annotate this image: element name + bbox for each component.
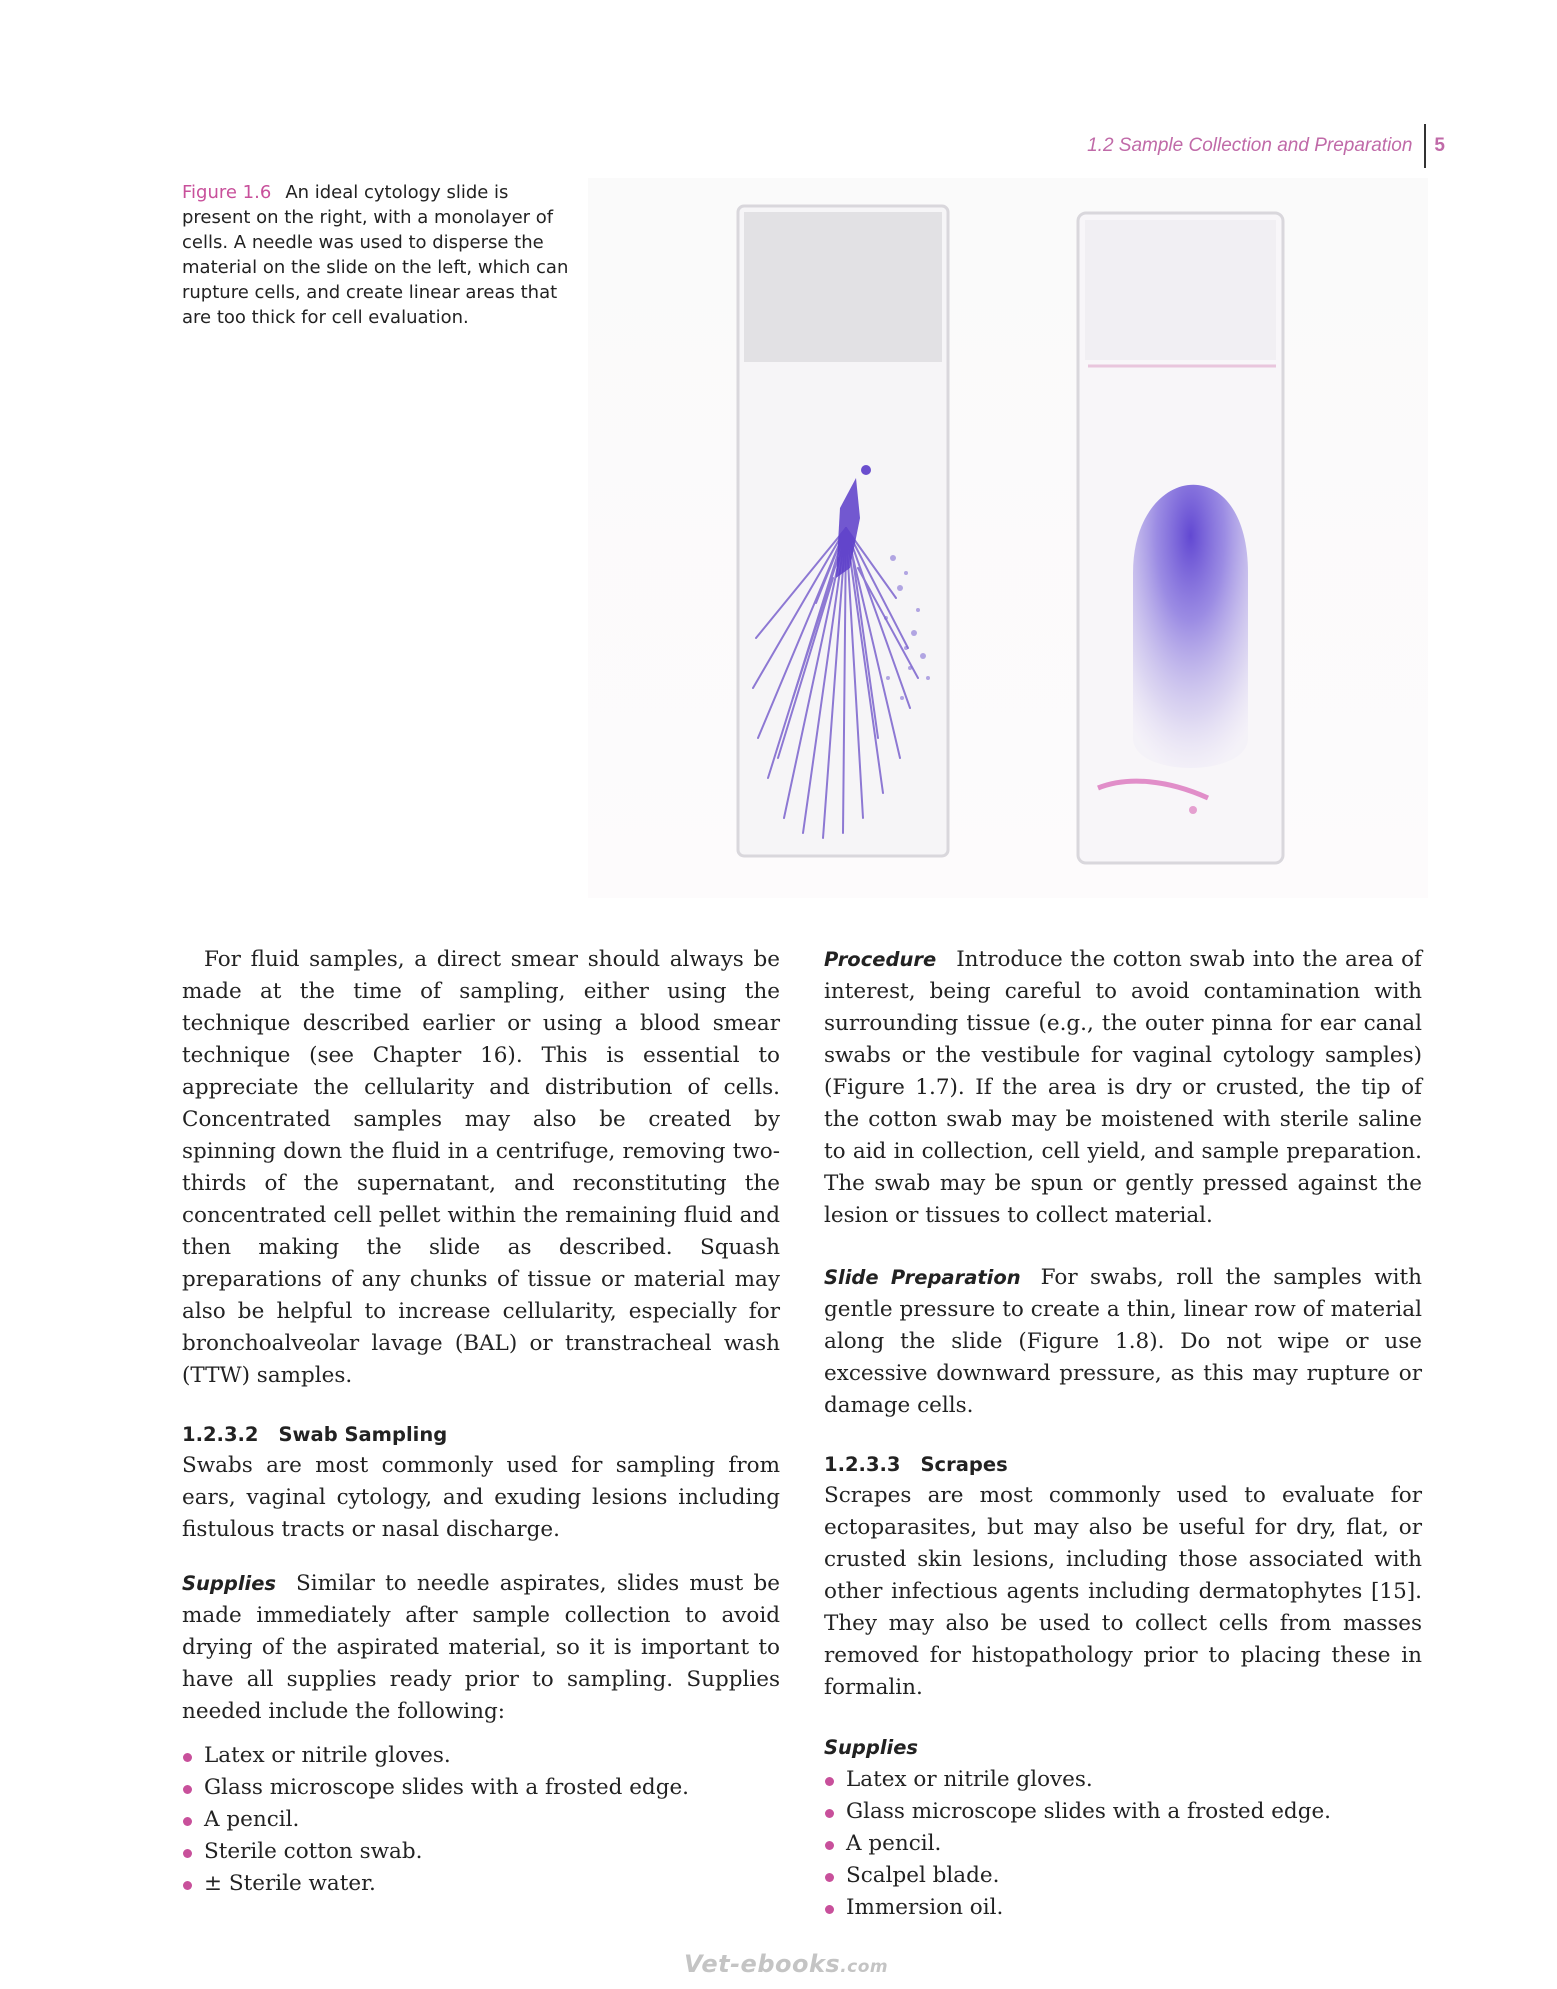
- list-item: Latex or nitrile gloves.: [182, 1740, 780, 1772]
- slide-preparation-paragraph: [824, 1262, 1422, 1422]
- list-item: Glass microscope slides with a frosted edge.: [824, 1796, 1422, 1828]
- right-slide: [1078, 213, 1283, 863]
- slide-preparation-text: For swabs, roll the samples with gentle pressure to create a thin, linear row of material along the slide (Figure 1.8). Do not wipe or use excessive downward pressure, as this may rupture or damage cells.: [824, 1265, 1422, 1418]
- bullet: [183, 1785, 192, 1794]
- fluid-samples-paragraph: For fluid samples, a direct smear should always be made at the time of sampling, either using the technique described earlier or using a blood smear technique (see Chapter 16). This is essential to appreciate the cellularity and distribution of cells. Concentrated samples may also be created by spinning down the fluid in a centrifuge, removing two-thirds of the supernatant, and reconstituting the concentrated cell pellet within the remaining fluid and then making the slide as described. Squash preparations of any chunks of tissue or material may also be helpful to increase cellularity, especially for bronchoalveolar lavage (BAL) or transtracheal wash (TTW) samples.: [182, 947, 780, 1388]
- scrapes-supplies-head: Supplies: [824, 1736, 919, 1759]
- section-heading-scrapes: [824, 1450, 1422, 1480]
- bullet: [825, 1905, 834, 1914]
- scrapes-paragraph: Scrapes are most commonly used to evaluate for ectoparasites, but may also be useful for dry, flat, or crusted skin lesions, including those associated with other infectious agents including dermatophytes [15]. They may also be used to collect cells from masses removed for histopathology prior to placing these in formalin.: [824, 1483, 1422, 1700]
- bullet: [183, 1849, 192, 1858]
- monolayer-smear: [1133, 485, 1248, 768]
- bullet: [825, 1873, 834, 1882]
- list-item: Latex or nitrile gloves.: [824, 1764, 1422, 1796]
- list-item: Immersion oil.: [824, 1892, 1422, 1924]
- section-number: 1.2.3.2: [182, 1423, 259, 1446]
- bullet: [183, 1817, 192, 1826]
- supplies-run-head: Supplies: [182, 1572, 277, 1595]
- figure-photo-cytology-slides: [588, 178, 1428, 898]
- section-number: 1.2.3.3: [824, 1453, 901, 1476]
- figure-caption: [182, 180, 572, 330]
- swab-supplies-list: [182, 1740, 780, 1900]
- list-item: A pencil.: [182, 1804, 780, 1836]
- section-heading-swab-sampling: [182, 1420, 780, 1450]
- scrapes-supplies-list: [824, 1764, 1422, 1924]
- slide-preparation-run-head: Slide Preparation: [824, 1266, 1021, 1289]
- list-item: Sterile cotton swab.: [182, 1836, 780, 1868]
- bullet: [183, 1753, 192, 1762]
- running-head: [1087, 124, 1445, 168]
- swab-supplies-text: Similar to needle aspirates, slides must be made immediately after sample collection to avoid drying of the aspirated material, so it is important to have all supplies ready prior to sampling. Supplies needed include the following:: [182, 1571, 780, 1724]
- right-column: [824, 944, 1422, 1924]
- bullet: [183, 1881, 192, 1890]
- header-divider: [1424, 124, 1426, 168]
- watermark-suffix: .com: [840, 1957, 889, 1977]
- swab-supplies-paragraph: [182, 1568, 780, 1728]
- running-title: 1.2 Sample Collection and Preparation: [1087, 135, 1413, 156]
- section-title: Swab Sampling: [278, 1423, 448, 1446]
- figure-label: Figure 1.6: [182, 182, 272, 203]
- watermark-logo: [684, 1950, 888, 1978]
- procedure-run-head: Procedure: [824, 948, 937, 971]
- page-number: 5: [1434, 135, 1445, 156]
- list-item: A pencil.: [824, 1828, 1422, 1860]
- watermark-main: Vet-ebooks: [684, 1950, 841, 1978]
- procedure-text: Introduce the cotton swab into the area of interest, being careful to avoid contamination with surrounding tissue (e.g., the outer pinna for ear canal swabs or the vestibule for vaginal cytology samples) (Figure 1.7). If the area is dry or crusted, the tip of the cotton swab may be moistened with sterile saline to aid in collection, cell yield, and sample preparation. The swab may be spun or gently pressed against the lesion or tissues to collect material.: [824, 947, 1422, 1228]
- left-column: [182, 944, 780, 1900]
- section-title: Scrapes: [920, 1453, 1008, 1476]
- bullet: [825, 1777, 834, 1786]
- procedure-paragraph: [824, 944, 1422, 1232]
- left-slide: [738, 206, 948, 856]
- list-item: ± Sterile water.: [182, 1868, 780, 1900]
- swab-sampling-paragraph: Swabs are most commonly used for sampling from ears, vaginal cytology, and exuding lesions including fistulous tracts or nasal discharge.: [182, 1453, 780, 1542]
- figure-caption-text: An ideal cytology slide is present on the right, with a monolayer of cells. A needle was used to disperse the material on the slide on the left, which can rupture cells, and create linear areas that are too thick for cell evaluation.: [182, 182, 569, 328]
- list-item: Scalpel blade.: [824, 1860, 1422, 1892]
- bullet: [825, 1809, 834, 1818]
- bullet: [825, 1841, 834, 1850]
- list-item: Glass microscope slides with a frosted edge.: [182, 1772, 780, 1804]
